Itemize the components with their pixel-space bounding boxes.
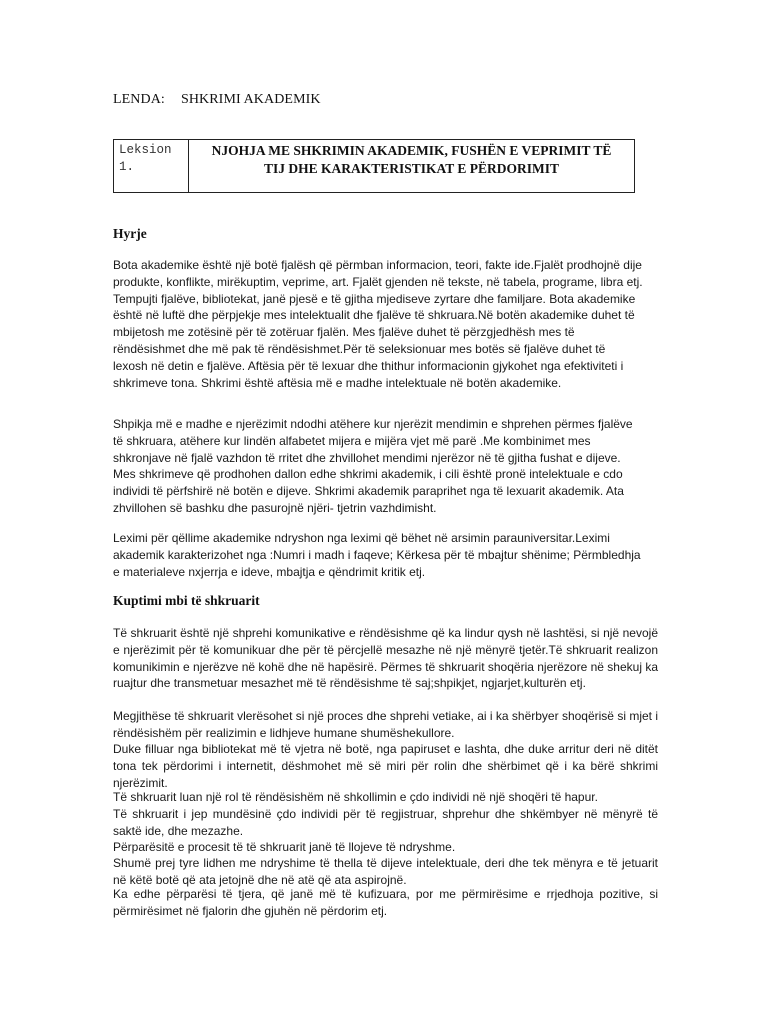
meaning-paragraph-7: Shumë prej tyre lidhen me ndryshime të thella të dijeve intelektuale, deri dhe tek mënyra e të jetuarit në këtë botë që ata jetojnë dhe në atë që ata aspirojnë. (113, 856, 658, 887)
meaning-paragraph-3: Duke filluar nga bibliotekat më të vjetra në botë, nga papiruset e lashta, dhe duke arritur deri në ditët tona tek përdorimi i internetit, dëshmohet më së miri për rolin dhe shërbimet që i ka bërë shkrimi njerëzimit. (113, 742, 658, 790)
lesson-title-line2: TIJ DHE KARAKTERISTIKAT E PËRDORIMIT (263, 161, 560, 176)
meaning-paragraph-4: Të shkruarit luan një rol të rëndësishëm në shkollimin e çdo individi në një shoqëri të hapur. (113, 790, 598, 804)
meaning-paragraph-6: Përparësitë e procesit të të shkruarit janë të llojeve të ndryshme. (113, 840, 456, 854)
lesson-number-label: Leksion (119, 143, 172, 157)
subject-line (113, 92, 321, 108)
meaning-paragraph-2: Megjithëse të shkruarit vlerësohet si një proces dhe shprehi vetiake, ai i ka shërbyer shoqërisë si mjet i rëndësishëm për realizimin e lidhjeve humane shumëshekullore. (113, 709, 658, 740)
lesson-title-cell (189, 140, 635, 193)
intro-paragraph-2: Shpikja më e madhe e njerëzimit ndodhi atëhere kur njerëzit mendimin e shprehen përmes fjalëve të shkruara, atëhere kur lindën alfabetet mijera e mijëra vjet më parë .Me kombinimet mes shkronjave në fjalë vazhdon të rritet dhe zhvillohet mendimi njerëzor në të gjitha fushat e dijeve. Mes shkrimeve që prodhohen dallon edhe shkrimi akademik, i cili është pronë intelektuale e cdo individi të përfshirë në botën e dijeve. Shkrimi akademik paraprihet nga të lexuarit akademik. Ata zhvillohen së bashku dhe pasurojnë njëri- tjetrin vazhdimisht. (113, 417, 633, 515)
meaning-paragraph-1: Të shkruarit është një shprehi komunikative e rëndësishme që ka lindur qysh në lashtësi, si një nevojë e njerëzimit për të komunikuar dhe për të përcjellë mesazhe në një mënyrë tjetër.Të shkruarit realizon komunikimin e njerëzve në kohë dhe në hapësirë. Përmes të shkruarit shoqëria njerëzore në shekuj ka ruajtur dhe transmetuar mesazhet më të rëndësishme të saj;shpikjet, ngjarjet,kulturën etj. (113, 626, 658, 691)
intro-paragraph-3: Leximi për qëllime akademike ndryshon nga leximi që bëhet në arsimin parauniversitar.Leximi akademik karakterizohet nga :Numri i madh i faqeve; Kërkesa për të mbajtur shënime; Përmbledhja e materialeve nxjerrja e ideve, mbajtja e qëndrimit kritik etj. (113, 531, 641, 579)
intro-paragraph-1: Bota akademike është një botë fjalësh që përmban informacion, teori, fakte ide.Fjalët prodhojnë dije produkte, konflikte, mirëkuptim, veprime, art. Fjalët gjenden në tekste, në tabela, programe, libra etj. Tempujti fjalëve, bibliotekat, janë pjesë e të gjitha mjediseve zyrtare dhe familjare. Bota akademike është në luftë dhe përpjekje mes intelektualit dhe fjalëve të shkruara.Në botën akademike duhet të mbijetosh me zotësinë për të zotëruar fjalën. Mes fjalëve duhet të përzgjedhësh mes të rëndësishmet dhe më pak të rëndësishmet.Për të seleksionuar mes botës së fjalëve duhet të lexosh në detin e fjalëve. Aftësia për të lexuar dhe thithur informacionin gjykohet nga efektiviteti i shkrimeve tona. Shkrimi është aftësia më e madhe intelektuale në botën akademike. (113, 258, 643, 390)
subject-name: SHKRIMI AKADEMIK (180, 92, 321, 107)
subject-label: LENDA: (113, 92, 165, 107)
intro-heading: Hyrje (113, 226, 147, 241)
lesson-title-line1: NJOHJA ME SHKRIMIN AKADEMIK, FUSHËN E VEPRIMIT TË (211, 143, 612, 158)
lesson-table (113, 139, 635, 193)
meaning-heading: Kuptimi mbi të shkruarit (113, 593, 260, 608)
meaning-paragraph-8: Ka edhe përparësi të tjera, që janë më të kufizuara, por me përmirësime e rrjedhoja pozitive, si përmirësimet në fjalorin dhe gjuhën në përdorim etj. (113, 887, 658, 918)
lesson-number-cell (114, 140, 189, 193)
lesson-number-value: 1. (119, 160, 135, 174)
meaning-paragraph-5: Të shkruarit i jep mundësinë çdo individi për të regjistruar, shprehur dhe shkëmbyer në mënyrë të saktë ide, dhe mezazhe. (113, 807, 658, 838)
